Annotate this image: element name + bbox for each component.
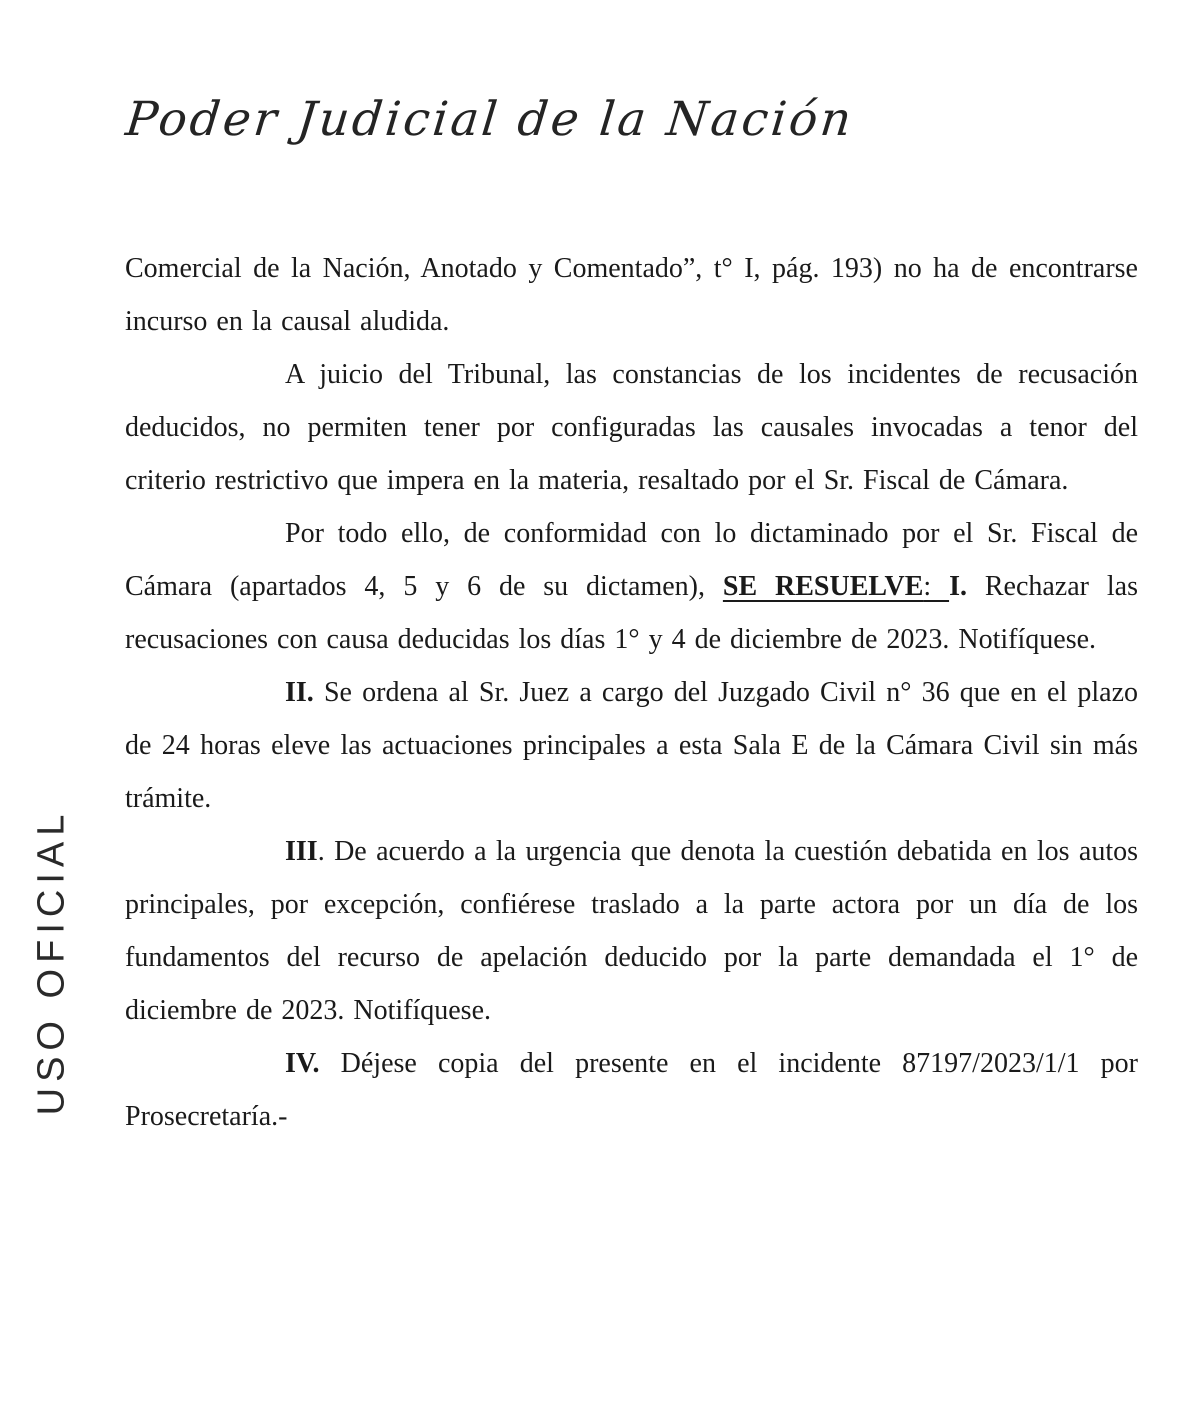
text-segment: I. — [949, 571, 967, 602]
paragraph — [125, 348, 1138, 507]
text-segment: Comercial de la Nación, Anotado y Comentado”, t° I, pág. 193) no ha de encontrarse incurso en la causal aludida. — [125, 253, 1138, 337]
letterhead-title: Poder Judicial de la Nación — [123, 92, 857, 147]
paragraph — [125, 1037, 1138, 1143]
uso-oficial-vertical-label: USO OFICIAL — [30, 808, 73, 1116]
text-segment: A juicio del Tribunal, las constancias de los incidentes de recusación deducidos, no permiten tener por configuradas las causales invocadas a tenor del criterio restrictivo que impera en la materia, resaltado por el Sr. Fiscal de Cámara. — [125, 359, 1138, 496]
paragraph — [125, 825, 1138, 1037]
text-segment: Se ordena al Sr. Juez a cargo del Juzgado Civil n° 36 que en el plazo de 24 horas eleve las actuaciones principales a esta Sala E de la Cámara Civil sin más trámite. — [125, 677, 1138, 814]
paragraph — [125, 507, 1138, 666]
paragraph — [125, 666, 1138, 825]
text-segment: Déjese copia del presente en el incidente 87197/2023/1/1 por Prosecretaría.- — [125, 1048, 1138, 1132]
text-segment: . De acuerdo a la urgencia que denota la cuestión debatida en los autos principales, por excepción, confiérese traslado a la parte actora por un día de los fundamentos del recurso de apelación deducido por la parte demandada el 1° de diciembre de 2023. Notifíquese. — [125, 836, 1138, 1026]
text-segment: SE RESUELVE — [722, 571, 924, 602]
text-segment: IV. — [285, 1048, 320, 1079]
text-segment: Rechazar las recusaciones con causa deducidas los días 1° y 4 de diciembre de 2023. Notifíquese. — [125, 571, 1138, 655]
text-segment: III — [285, 836, 318, 867]
paragraph — [125, 242, 1138, 348]
document-paragraphs — [125, 242, 1138, 1143]
text-segment: II. — [285, 677, 314, 708]
text-segment: Por todo ello, de conformidad con lo dictaminado por el Sr. Fiscal de Cámara (apartados 4, 5 y 6 de su dictamen), — [125, 518, 1138, 602]
text-segment: : — [923, 571, 950, 602]
